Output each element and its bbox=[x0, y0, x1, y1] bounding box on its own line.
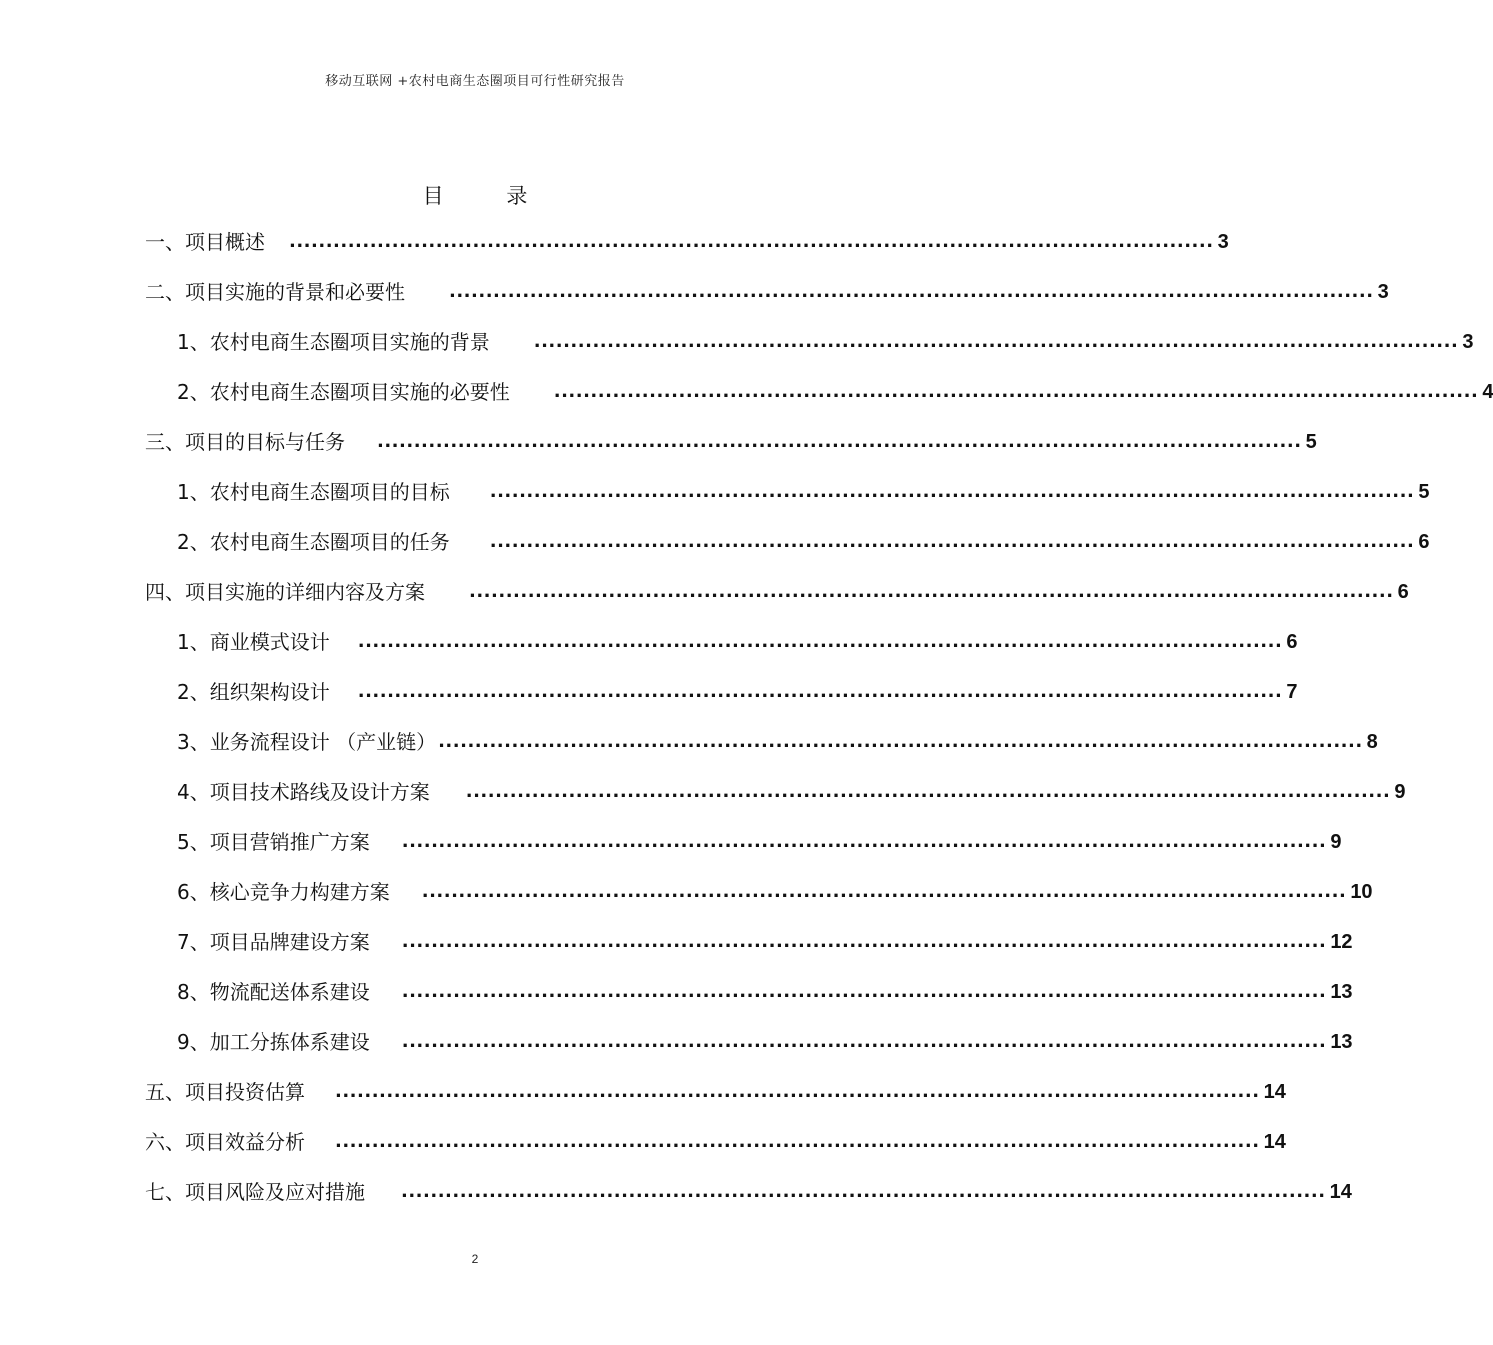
dot-leader: .............................................................................................................................. bbox=[469, 581, 1394, 602]
toc-title: 目 录 bbox=[422, 184, 528, 208]
toc-entry-label: 2、农村电商生态圈项目的任务 bbox=[177, 530, 450, 554]
toc-entry-label: 四、项目实施的详细内容及方案 bbox=[145, 580, 425, 604]
toc-entry[interactable] bbox=[145, 422, 1317, 462]
toc-entry-label: 4、项目技术路线及设计方案 bbox=[177, 780, 430, 804]
toc-entry[interactable] bbox=[177, 772, 1406, 812]
toc-entry-page: 6 bbox=[1397, 581, 1409, 603]
dot-leader: .............................................................................................................................. bbox=[489, 531, 1415, 552]
toc-entry-label: 2、农村电商生态圈项目实施的必要性 bbox=[177, 380, 510, 404]
dot-leader: .............................................................................................................................. bbox=[421, 881, 1347, 902]
toc-entry[interactable] bbox=[177, 922, 1353, 962]
toc-entry-label: 8、物流配送体系建设 bbox=[177, 980, 370, 1004]
toc-entry[interactable] bbox=[145, 572, 1409, 612]
toc-entry[interactable] bbox=[177, 722, 1378, 762]
toc-entry-page: 13 bbox=[1330, 1031, 1353, 1053]
toc-entry-label: 3、业务流程设计 （产业链） bbox=[177, 730, 437, 754]
dot-leader: .............................................................................................................................. bbox=[553, 381, 1479, 402]
toc-entry[interactable] bbox=[145, 272, 1389, 312]
toc-entry[interactable] bbox=[177, 672, 1298, 712]
toc-entry-label: 7、项目品牌建设方案 bbox=[177, 930, 370, 954]
toc-entry[interactable] bbox=[177, 322, 1474, 362]
toc-entry-page: 8 bbox=[1366, 731, 1378, 753]
toc-entry-page: 6 bbox=[1418, 531, 1430, 553]
toc-entry[interactable] bbox=[177, 372, 1493, 412]
toc-entry-page: 5 bbox=[1305, 431, 1317, 453]
toc-entry-page: 12 bbox=[1330, 931, 1353, 953]
toc-entry-page: 6 bbox=[1286, 631, 1298, 653]
toc-entry-page: 5 bbox=[1418, 481, 1430, 503]
toc-entry[interactable] bbox=[177, 972, 1353, 1012]
dot-leader: .............................................................................................................................. bbox=[449, 281, 1374, 302]
toc-entry[interactable] bbox=[177, 872, 1373, 912]
toc-entry-label: 1、商业模式设计 bbox=[177, 630, 330, 654]
toc-entry-label: 二、项目实施的背景和必要性 bbox=[145, 280, 405, 304]
toc-entry-label: 六、项目效益分析 bbox=[145, 1130, 305, 1154]
running-header: 移动互联网 +农村电商生态圈项目可行性研究报告 bbox=[325, 74, 625, 89]
dot-leader: .............................................................................................................................. bbox=[357, 681, 1283, 702]
dot-leader: .............................................................................................................................. bbox=[335, 1131, 1260, 1152]
toc-entry[interactable] bbox=[177, 522, 1430, 562]
toc-entry-page: 9 bbox=[1394, 781, 1406, 803]
dot-leader: .............................................................................................................................. bbox=[489, 481, 1415, 502]
dot-leader: .............................................................................................................................. bbox=[335, 1081, 1260, 1102]
toc-entry-page: 13 bbox=[1330, 981, 1353, 1003]
dot-leader: .............................................................................................................................. bbox=[465, 781, 1391, 802]
toc-entry-page: 14 bbox=[1263, 1081, 1286, 1103]
toc-entry-page: 7 bbox=[1286, 681, 1298, 703]
dot-leader: .............................................................................................................................. bbox=[377, 431, 1302, 452]
dot-leader: .............................................................................................................................. bbox=[401, 981, 1327, 1002]
toc-entry-page: 9 bbox=[1330, 831, 1342, 853]
toc-entry-label: 1、农村电商生态圈项目实施的背景 bbox=[177, 330, 490, 354]
dot-leader: .............................................................................................................................. bbox=[401, 931, 1327, 952]
dot-leader: .............................................................................................................................. bbox=[289, 231, 1214, 252]
toc-entry-label: 2、组织架构设计 bbox=[177, 680, 330, 704]
toc-entry-label: 三、项目的目标与任务 bbox=[145, 430, 345, 454]
toc-entry-label: 一、项目概述 bbox=[145, 230, 265, 254]
toc-entry-page: 14 bbox=[1263, 1131, 1286, 1153]
toc-entry-label: 七、项目风险及应对措施 bbox=[145, 1180, 365, 1204]
toc-entry[interactable] bbox=[177, 472, 1430, 512]
toc-entry-page: 3 bbox=[1462, 331, 1474, 353]
dot-leader: .............................................................................................................................. bbox=[438, 731, 1363, 752]
toc-entry-label: 5、项目营销推广方案 bbox=[177, 830, 370, 854]
dot-leader: .............................................................................................................................. bbox=[401, 1031, 1327, 1052]
toc-entry-label: 9、加工分拣体系建设 bbox=[177, 1030, 370, 1054]
toc-entry-page: 10 bbox=[1350, 881, 1373, 903]
toc-entry-label: 6、核心竞争力构建方案 bbox=[177, 880, 390, 904]
toc-entry-label: 五、项目投资估算 bbox=[145, 1080, 305, 1104]
toc-entry[interactable] bbox=[145, 1172, 1352, 1212]
toc-entry[interactable] bbox=[177, 1022, 1353, 1062]
toc-entry-page: 4 bbox=[1482, 381, 1493, 403]
toc-entry[interactable] bbox=[145, 222, 1229, 262]
toc-entry[interactable] bbox=[177, 622, 1298, 662]
toc-entry[interactable] bbox=[145, 1072, 1286, 1112]
toc-entry-page: 3 bbox=[1377, 281, 1389, 303]
dot-leader: .............................................................................................................................. bbox=[401, 1181, 1326, 1202]
dot-leader: .............................................................................................................................. bbox=[401, 831, 1327, 852]
toc-entry-page: 14 bbox=[1329, 1181, 1352, 1203]
page-number: 2 bbox=[471, 1252, 479, 1266]
toc-entry[interactable] bbox=[145, 1122, 1286, 1162]
toc-entry-label: 1、农村电商生态圈项目的目标 bbox=[177, 480, 450, 504]
toc-entry-page: 3 bbox=[1217, 231, 1229, 253]
toc-entry[interactable] bbox=[177, 822, 1342, 862]
dot-leader: .............................................................................................................................. bbox=[533, 331, 1459, 352]
dot-leader: .............................................................................................................................. bbox=[357, 631, 1283, 652]
